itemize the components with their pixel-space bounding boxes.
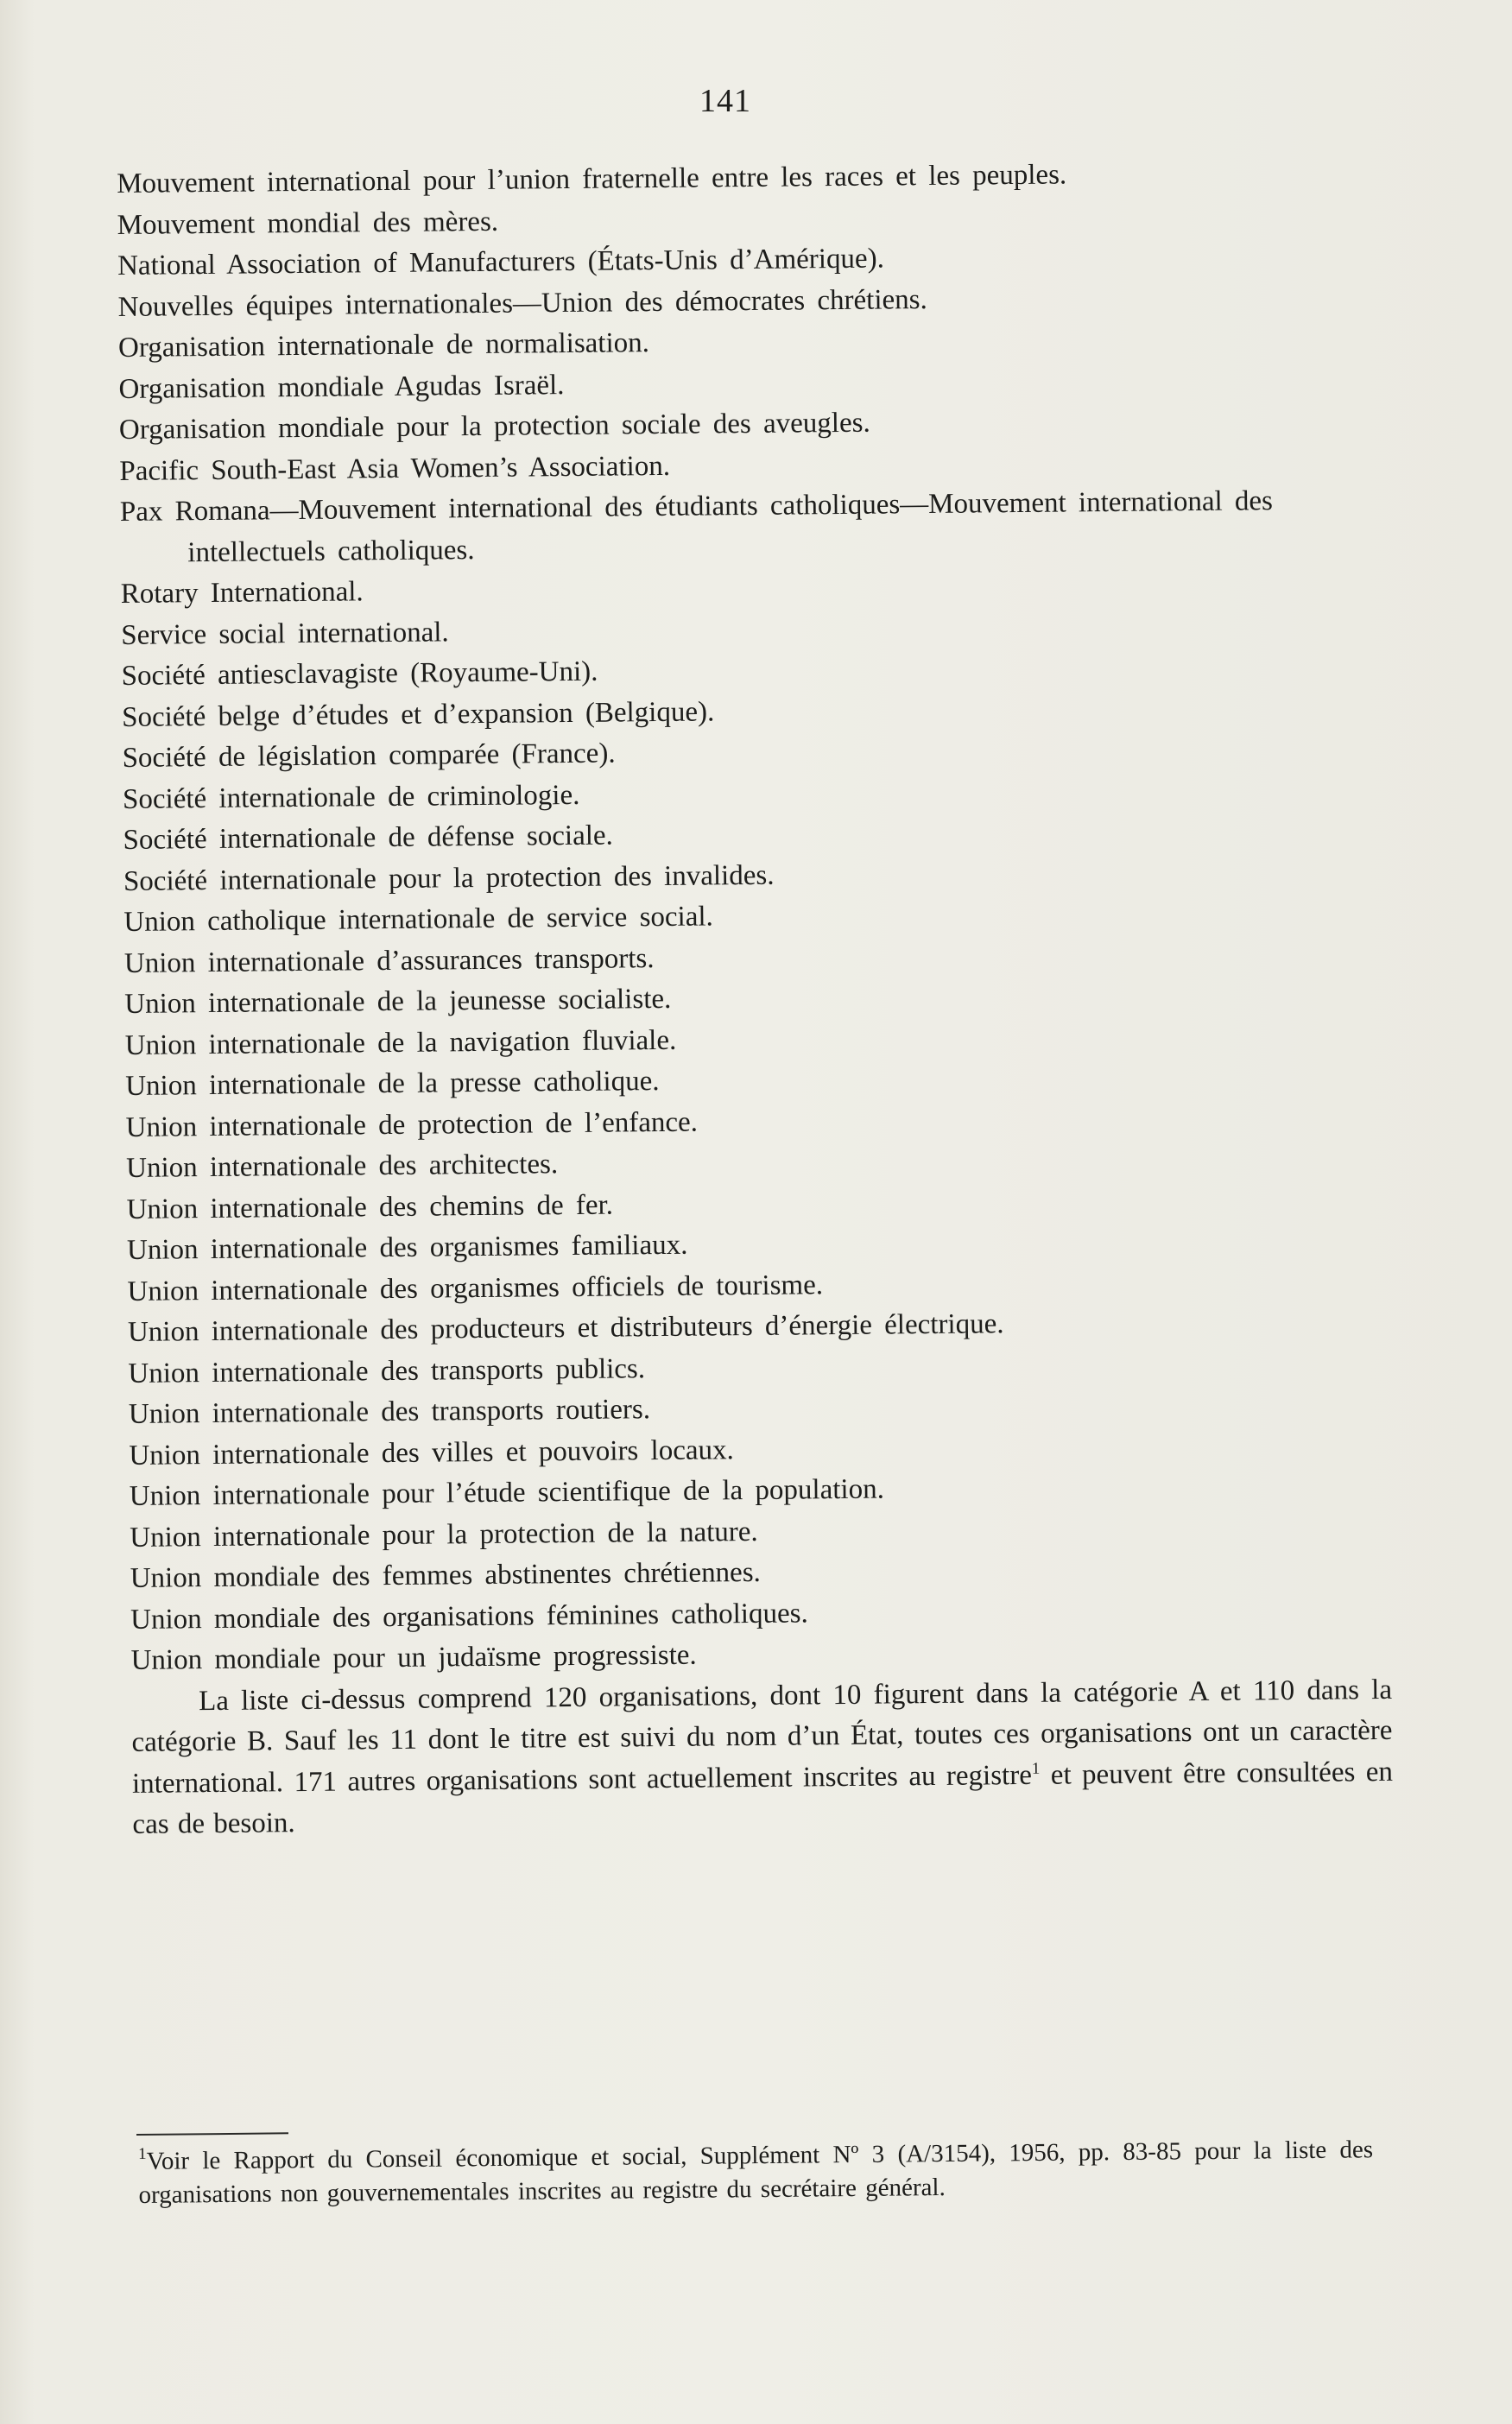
organization-entry: Société de législation comparée (France). — [122, 737, 616, 774]
organization-entry: Organisation mondiale pour la protection sociale des aveugles. — [118, 407, 870, 446]
organization-entry: Union internationale pour la protection de la nature. — [130, 1516, 758, 1554]
main-text — [117, 152, 1394, 1845]
organization-entry: Société antiesclavagiste (Royaume-Uni). — [121, 655, 598, 692]
footnote-divider — [136, 2132, 288, 2136]
organization-entry: Union catholique internationale de service social. — [123, 901, 714, 938]
organization-entry: Société internationale de défense sociale. — [123, 820, 614, 856]
footnote-text: Voir le Rapport du Conseil économique et social, Supplément Nº 3 (A/3154), 1956, pp. 83-85 pour la liste des organisations non gouvernementales inscrites au registre du secrétaire général. — [138, 2136, 1374, 2209]
organization-entry: Union internationale des transports routiers. — [128, 1394, 651, 1430]
organization-entry: Société belge d’études et d’expansion (Belgique). — [121, 695, 715, 733]
organization-entry: Société internationale pour la protection des invalides. — [123, 859, 775, 897]
organization-entry: Organisation internationale de normalisation. — [117, 327, 650, 364]
organization-entry: Union internationale d’assurances transports. — [123, 942, 655, 979]
summary-text-end: et peuvent être consultées en cas de besoin. — [132, 1756, 1394, 1840]
organization-entry: Union internationale des organismes familiaux. — [126, 1229, 688, 1266]
organization-entry: Organisation mondiale Agudas Israël. — [118, 369, 565, 405]
organization-list — [117, 152, 1392, 1681]
organization-entry: Nouvelles équipes internationales—Union des démocrates chrétiens. — [117, 283, 927, 323]
organization-entry: Union mondiale pour un judaïsme progressiste. — [130, 1639, 697, 1676]
organization-entry: Mouvement international pour l’union fraternelle entre les races et les peuples. — [117, 159, 1067, 199]
page-number: 141 — [699, 83, 751, 119]
summary-text: La liste ci-dessus comprend 120 organisations, dont 10 figurent dans la catégorie A et 110 dans la catégorie B. Sauf les 11 dont le titre est suivi du nom d’un État, toutes ces organisations ont un caractère international. 171 autres organisations sont actuellement inscrites au registre — [131, 1674, 1393, 1800]
organization-entry: Pax Romana—Mouvement international des étudiants catholiques—Mouvement international des intellectuels catholiques. — [119, 485, 1274, 568]
organization-entry: Union internationale de la presse catholique. — [125, 1066, 660, 1102]
organization-entry: Union internationale de protection de l’enfance. — [125, 1106, 699, 1143]
footnote-reference: 1 — [1031, 1759, 1041, 1778]
organization-entry: Union mondiale des organisations féminines catholiques. — [130, 1597, 808, 1636]
organization-entry: Union internationale des villes et pouvoirs locaux. — [129, 1434, 734, 1471]
organization-entry: Mouvement mondial des mères. — [117, 206, 499, 241]
organization-entry: Union internationale des architectes. — [125, 1149, 559, 1184]
organization-entry: Service social international. — [121, 616, 449, 651]
organization-entry: Union internationale des chemins de fer. — [126, 1189, 614, 1225]
organization-entry: Union internationale des transports publics. — [128, 1352, 646, 1389]
organization-entry: Union internationale des organismes officiels de tourisme. — [127, 1269, 824, 1307]
organization-entry: Union internationale des producteurs et distributeurs d’énergie électrique. — [127, 1308, 1004, 1348]
organization-entry: Union internationale pour l’étude scientifique de la population. — [129, 1473, 885, 1512]
organization-entry: Pacific South-East Asia Women’s Association. — [119, 450, 671, 487]
organization-entry: Union mondiale des femmes abstinentes chrétiennes. — [130, 1556, 762, 1594]
summary-paragraph — [131, 1669, 1394, 1845]
organization-entry: National Association of Manufacturers (États-Unis d’Amérique). — [117, 243, 885, 282]
organization-entry: Rotary International. — [120, 576, 364, 610]
organization-entry: Union internationale de la jeunesse socialiste. — [124, 983, 672, 1020]
organization-entry: Société internationale de criminologie. — [122, 779, 580, 815]
footnote — [138, 2133, 1374, 2212]
organization-entry: Union internationale de la navigation fluviale. — [124, 1024, 677, 1061]
footnote-marker: 1 — [138, 2144, 147, 2163]
